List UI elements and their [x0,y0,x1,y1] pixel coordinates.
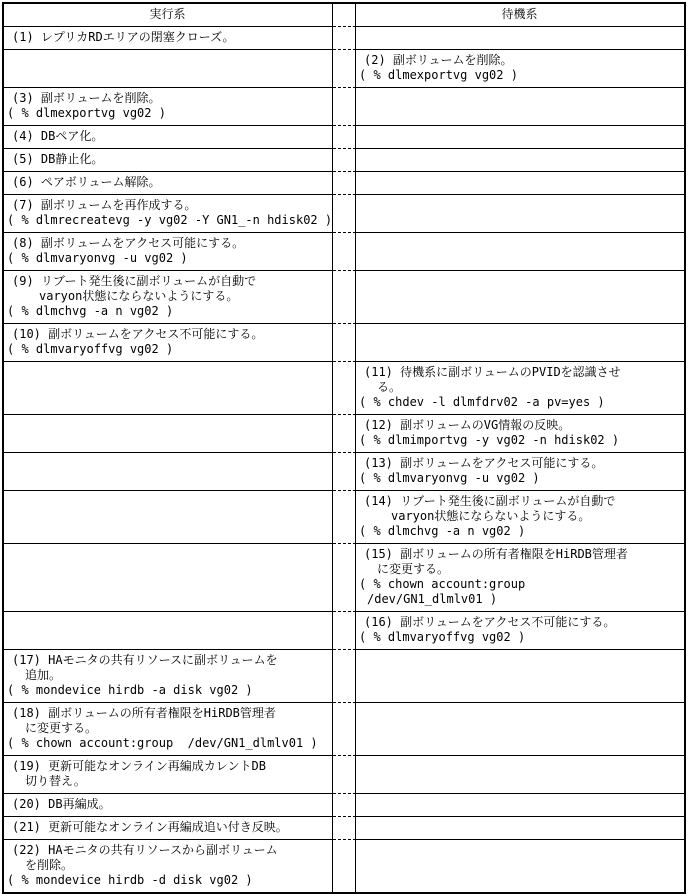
table-row [4,452,684,490]
command-text: ( % dlmchvg -a n vg02 ) [7,304,174,318]
standby-system-cell [356,414,684,452]
step-text: (12) 副ボリュームのVG情報の反映。 [364,418,571,432]
active-system-cell [4,49,333,87]
table-row [4,194,684,232]
step-text: (13) 副ボリュームをアクセス可能にする。 [364,456,604,470]
step-text: (1) レプリカRDエリアの閉塞クローズ。 [12,30,235,44]
flow-divider [333,414,356,452]
table-row [4,171,684,194]
standby-system-cell [356,361,684,414]
standby-system-cell [356,148,684,171]
table-row [4,755,684,793]
table-row [4,816,684,839]
step-text: (18) 副ボリュームの所有者権限をHiRDB管理者 [12,706,276,720]
active-system-cell [4,490,333,543]
standby-system-cell [356,649,684,702]
step-continuation-text: に変更する。 [377,562,450,576]
flow-divider [333,702,356,755]
step-text: (11) 待機系に副ボリュームのPVIDを認識させ [364,365,621,379]
active-system-cell [4,194,333,232]
header-flow-divider [333,4,356,26]
table-row [4,270,684,323]
header-active-system-cell [4,4,333,26]
header-standby-system-label: 待機系 [501,7,538,21]
procedure-table [2,2,686,894]
active-system-cell [4,816,333,839]
active-system-cell [4,270,333,323]
command-text: ( % dlmchvg -a n vg02 ) [359,524,526,538]
command-text: ( % dlmvaryonvg -u vg02 ) [7,251,188,265]
flow-divider [333,543,356,611]
step-text: (15) 副ボリュームの所有者権限をHiRDB管理者 [364,547,628,561]
flow-divider [333,816,356,839]
command-text: ( % mondevice hirdb -a disk vg02 ) [7,683,253,697]
standby-system-cell [356,702,684,755]
standby-system-cell [356,611,684,649]
table-row [4,148,684,171]
table-row [4,611,684,649]
active-system-cell [4,232,333,270]
flow-divider [333,125,356,148]
step-continuation-text: varyon状態にならないようにする。 [391,509,591,523]
step-text: (10) 副ボリュームをアクセス不可能にする。 [12,327,264,341]
standby-system-cell [356,452,684,490]
step-continuation-text: varyon状態にならないようにする。 [39,289,239,303]
flow-divider [333,793,356,816]
command-text: ( % chown account:group [359,577,526,591]
command-text: ( % dlmvaryoffvg vg02 ) [7,342,174,356]
header-standby-system-cell [356,4,684,26]
standby-system-cell [356,816,684,839]
command-text: ( % dlmrecreatevg -y vg02 -Y GN1_-n hdisk02 ) [7,213,333,227]
table-row [4,232,684,270]
standby-system-cell [356,323,684,361]
header-active-system-label: 実行系 [149,7,186,21]
active-system-cell [4,755,333,793]
flow-divider [333,49,356,87]
active-system-cell [4,702,333,755]
command-text: ( % dlmvaryonvg -u vg02 ) [359,471,540,485]
active-system-cell [4,611,333,649]
step-text: (22) HAモニタの共有リソースから副ボリューム [12,843,278,857]
table-row [4,125,684,148]
table-row [4,793,684,816]
command-text: ( % chown account:group /dev/GN1_dlmlv01 ) [7,736,318,750]
active-system-cell [4,87,333,125]
active-system-cell [4,793,333,816]
flow-divider [333,839,356,892]
table-row [4,543,684,611]
step-text: (4) DBペア化。 [12,129,104,143]
standby-system-cell [356,793,684,816]
flow-divider [333,323,356,361]
flow-divider [333,194,356,232]
table-header-row [4,4,684,26]
flow-divider [333,649,356,702]
command-text: ( % dlmimportvg -y vg02 -n hdisk02 ) [359,433,620,447]
flow-divider [333,87,356,125]
flow-divider [333,171,356,194]
flow-divider [333,490,356,543]
table-row [4,839,684,892]
flow-divider [333,148,356,171]
step-text: (8) 副ボリュームをアクセス可能にする。 [12,236,245,250]
table-row [4,702,684,755]
step-continuation-text: に変更する。 [25,721,98,735]
step-text: (14) リブート発生後に副ボリュームが自動で [364,494,616,508]
flow-divider [333,232,356,270]
command-text: ( % dlmexportvg vg02 ) [7,106,166,120]
step-text: (20) DB再編成。 [12,797,111,811]
step-text: (17) HAモニタの共有リソースに副ボリュームを [12,653,278,667]
step-continuation-text: 切り替え。 [25,774,86,788]
standby-system-cell [356,232,684,270]
flow-divider [333,755,356,793]
table-row [4,26,684,49]
standby-system-cell [356,490,684,543]
command-text: ( % mondevice hirdb -d disk vg02 ) [7,873,253,887]
flow-divider [333,361,356,414]
table-row [4,414,684,452]
active-system-cell [4,148,333,171]
flow-divider [333,270,356,323]
flow-divider [333,611,356,649]
table-row [4,361,684,414]
standby-system-cell [356,270,684,323]
step-text: (7) 副ボリュームを再作成する。 [12,198,197,212]
table-row [4,87,684,125]
standby-system-cell [356,755,684,793]
standby-system-cell [356,49,684,87]
standby-system-cell [356,87,684,125]
flow-divider [333,452,356,490]
standby-system-cell [356,194,684,232]
command-text: ( % chdev -l dlmfdrv02 -a pv=yes ) [359,395,605,409]
standby-system-cell [356,26,684,49]
standby-system-cell [356,839,684,892]
step-text: (5) DB静止化。 [12,152,104,166]
step-continuation-text: を削除。 [25,858,74,872]
active-system-cell [4,171,333,194]
command-continuation-text: /dev/GN1_dlmlv01 ) [367,592,498,606]
active-system-cell [4,361,333,414]
active-system-cell [4,649,333,702]
step-continuation-text: 追加。 [25,668,62,682]
step-text: (19) 更新可能なオンライン再編成カレントDB [12,759,266,773]
active-system-cell [4,323,333,361]
table-row [4,49,684,87]
step-text: (2) 副ボリュームを削除。 [364,53,513,67]
command-text: ( % dlmexportvg vg02 ) [359,68,518,82]
table-row [4,649,684,702]
standby-system-cell [356,171,684,194]
step-text: (3) 副ボリュームを削除。 [12,91,161,105]
active-system-cell [4,414,333,452]
step-text: (9) リブート発生後に副ボリュームが自動で [12,274,257,288]
step-continuation-text: る。 [377,380,402,394]
flow-divider [333,26,356,49]
active-system-cell [4,839,333,892]
active-system-cell [4,125,333,148]
table-row [4,490,684,543]
table-body [4,26,684,892]
active-system-cell [4,452,333,490]
active-system-cell [4,543,333,611]
standby-system-cell [356,125,684,148]
active-system-cell [4,26,333,49]
table-row [4,323,684,361]
step-text: (21) 更新可能なオンライン再編成追い付き反映。 [12,820,288,834]
command-text: ( % dlmvaryoffvg vg02 ) [359,630,526,644]
step-text: (6) ペアボリューム解除。 [12,175,161,189]
standby-system-cell [356,543,684,611]
step-text: (16) 副ボリュームをアクセス不可能にする。 [364,615,616,629]
